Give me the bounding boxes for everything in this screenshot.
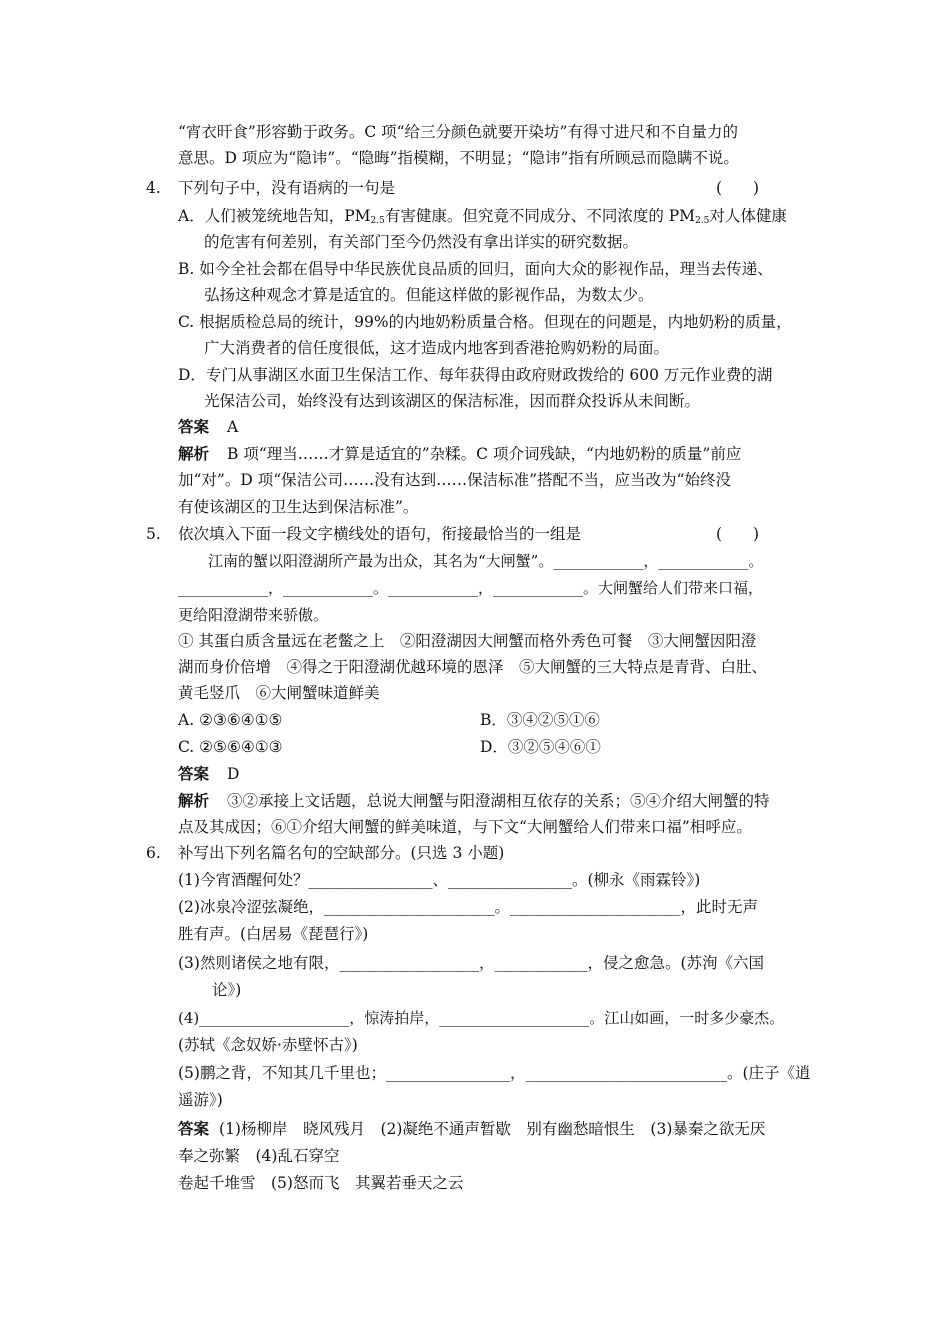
question-4-analysis-line2: 加“对”。D 项“保洁公司……没有达到……保洁标准”搭配不当，应当改为“始终没 (178, 471, 731, 489)
answer-label: 答案 (178, 764, 210, 783)
question-6-sentence-2-line2: 胜有声。(白居易《琵琶行》) (178, 925, 369, 943)
question-6-sentence-3-line1: (3)然则诸侯之地有限，__________________，____________，侵之愈急。(苏洵《六国 (178, 954, 765, 972)
question-4-option-d-line2: 光保洁公司，始终没有达到该湖区的保洁标准，因而群众投诉从未间断。 (204, 392, 701, 410)
question-5-option-b: B．③④②⑤①⑥ (480, 711, 600, 729)
question-4-option-d-line1: D．专门从事湖区水面卫生保洁工作、每年获得由政府财政拨给的 600 万元作业费的湖 (178, 366, 773, 384)
question-4-option-c-line2: 广大消费者的信任度很低，这才造成内地客到香港抢购奶粉的局面。 (204, 339, 670, 357)
analysis-text: ③②承接上文话题，总说大闸蟹与阳澄湖相互依存的关系；⑤④介绍大闸蟹的特 (227, 792, 770, 810)
question-5-stem: 依次填入下面一段文字横线处的语句，衔接最恰当的一组是 (178, 525, 582, 543)
question-4-number: 4. (146, 179, 161, 197)
option-a-post: 对人体健康 (709, 207, 787, 225)
question-5-items-line1: ① 其蛋白质含量远在老鳖之上 ②阳澄湖因大闸蟹而格外秀色可餐 ③大闸蟹因阳澄 (178, 632, 757, 650)
question-6-stem: 补写出下列名篇名句的空缺部分。(只选 3 小题) (178, 844, 505, 862)
answer-text: (1)杨柳岸 晓风残月 (2)凝绝不通声暂歇 别有幽愁暗恨生 (3)暴秦之欲无厌 (219, 1120, 766, 1138)
answer-value: D (227, 765, 240, 783)
question-5-passage-line3: 更给阳澄湖带来骄傲。 (178, 606, 329, 624)
question-6-sentence-3-line2: 论》) (212, 981, 242, 999)
answer-label: 答案 (178, 1119, 210, 1138)
question-4-option-a-line2: 的危害有何差别，有关部门至今仍然没有拿出详实的研究数据。 (204, 233, 639, 251)
question-5-analysis-line1 (178, 791, 770, 811)
analysis-label: 解析 (178, 791, 210, 810)
question-4-option-c-line1: C. 根据质检总局的统计，99%的内地奶粉质量合格。但现在的问题是，内地奶粉的质量， (178, 313, 792, 331)
question-5-items-line2: 湖而身价倍增 ④得之于阳澄湖优越环境的恩泽 ⑤大闸蟹的三大特点是青背、白肚、 (178, 658, 768, 676)
question-6-sentence-5-line1: (5)鹏之背，不知其几千里也；________________，__________________________。(庄子《逍 (178, 1064, 811, 1082)
question-5-option-c: C. ②⑤⑥④①③ (178, 738, 283, 756)
prev-explanation-line2: 意思。D 项应为“隐讳”。“隐晦”指模糊，不明显；“隐讳”指有所顾忌而隐瞒不说。 (178, 149, 739, 167)
question-4-analysis-line1 (178, 444, 741, 464)
question-5-analysis-line2: 点及其成因；⑥①介绍大闸蟹的鲜美味道，与下文“大闸蟹给人们带来口福”相呼应。 (178, 818, 752, 836)
question-4-stem: 下列句子中，没有语病的一句是 (178, 179, 396, 197)
pm-subscript: 2.5 (695, 216, 710, 226)
question-4-option-b-line2: 弘扬这种观念才算是适宜的。但能这样做的影视作品，为数太少。 (204, 286, 654, 304)
analysis-label: 解析 (178, 444, 210, 463)
question-4-option-a-line1 (178, 206, 787, 231)
question-6-answer-line2: 奉之弥繁 (4)乱石穿空 (178, 1147, 340, 1165)
question-6-sentence-4-line1: (4)____________________，惊涛拍岸，____________________。江山如画，一时多少豪杰。 (178, 1009, 785, 1027)
question-6-sentence-5-line2: 遥游》) (178, 1091, 223, 1109)
question-4-option-b-line1: B. 如今全社会都在倡导中华民族优良品质的回归，面向大众的影视作品，理当去传递、 (178, 260, 773, 278)
question-4-answer (178, 417, 238, 437)
question-5-number: 5. (146, 525, 161, 543)
answer-value: A (227, 418, 239, 436)
question-5-option-a: A. ②③⑥④①⑤ (178, 711, 283, 729)
pm-subscript: 2.5 (370, 216, 385, 226)
question-6-answer-line3: 卷起千堆雪 (5)怒而飞 其翼若垂天之云 (178, 1174, 464, 1192)
question-6-sentence-2-line1: (2)冰泉冷涩弦凝绝，______________________。______________________，此时无声 (178, 898, 758, 916)
analysis-text: B 项“理当……才算是适宜的”杂糅。C 项介词残缺，“内地奶粉的质量”前应 (227, 445, 742, 463)
question-5-passage-line2: ____________，____________。____________，____________。大闸蟹给人们带来口福， (178, 579, 764, 597)
answer-label: 答案 (178, 417, 210, 436)
question-5-option-d: D．③②⑤④⑥① (480, 738, 601, 756)
question-5-items-line3: 黄毛竖爪 ⑥大闸蟹味道鲜美 (178, 684, 380, 702)
question-6-number: 6. (146, 844, 161, 862)
question-5-passage-line1: 江南的蟹以阳澄湖所产最为出众，其名为“大闸蟹”。____________，____________。 (208, 552, 764, 570)
question-4-analysis-line3: 有使该湖区的卫生达到保洁标准”。 (178, 498, 419, 516)
question-6-sentence-4-line2: (苏轼《念奴娇·赤壁怀古》) (178, 1036, 358, 1054)
question-4-answer-blank: ( ) (716, 179, 760, 197)
prev-explanation-line1: “宵衣旰食”形容勤于政务。C 项“给三分颜色就要开染坊”有得寸进尺和不自量力的 (178, 123, 738, 141)
question-5-answer-blank: ( ) (716, 525, 760, 543)
question-5-answer (178, 764, 239, 784)
question-6-sentence-1: (1)今宵酒醒何处？________________、________________。(柳永《雨霖铃》) (178, 871, 701, 889)
option-a-pre: A．人们被笼统地告知，PM (178, 207, 371, 225)
question-6-answer-line1 (178, 1119, 765, 1139)
option-a-mid: 有害健康。但究竟不同成分、不同浓度的 PM (384, 207, 696, 225)
